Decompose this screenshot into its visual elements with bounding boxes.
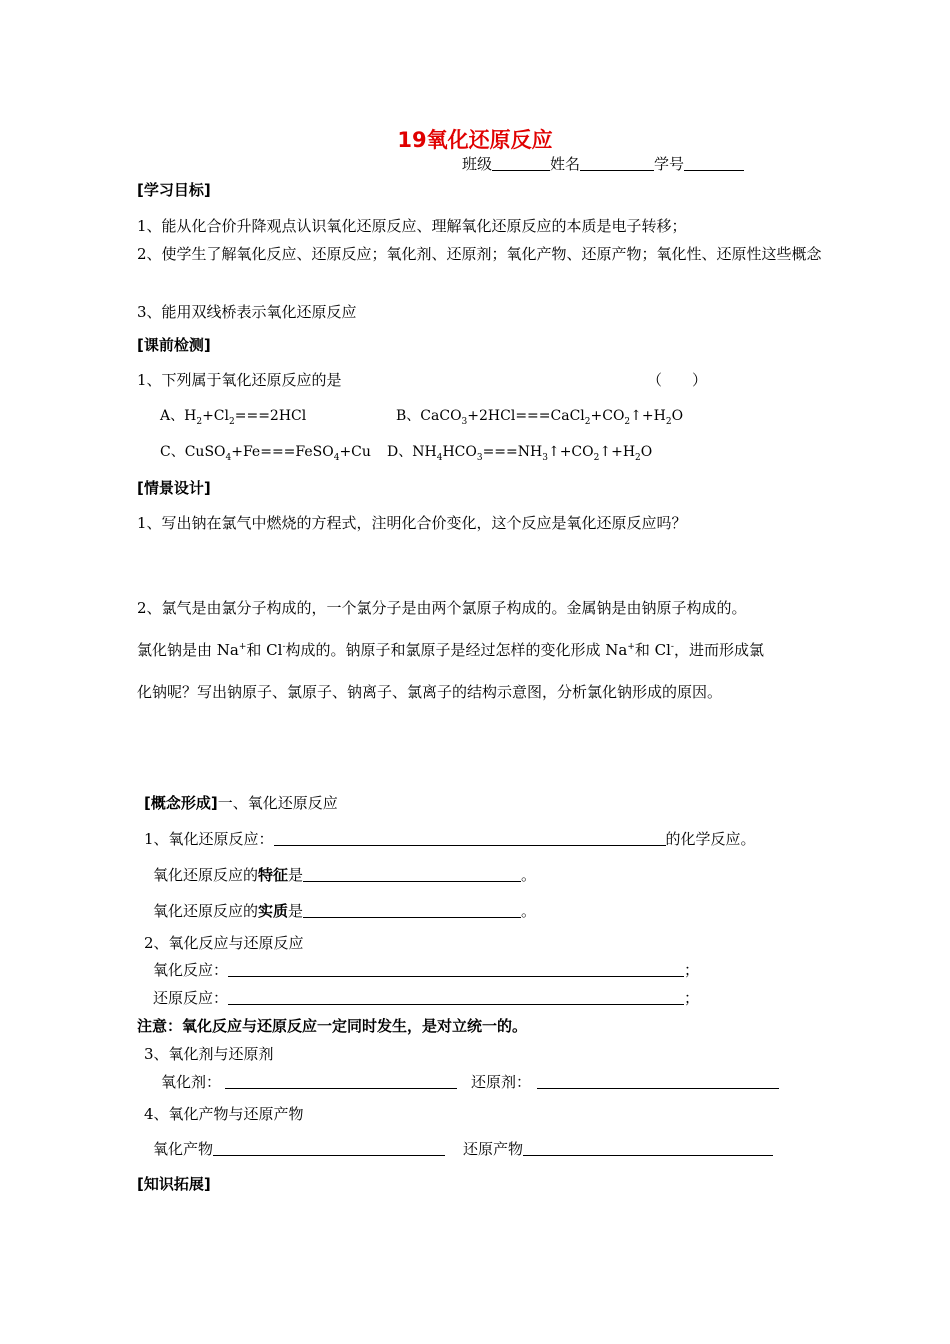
section-heading-extension: [知识拓展]	[137, 1175, 211, 1193]
reduction-blank[interactable]	[228, 989, 684, 1005]
reduction-line: 还原反应： ；	[153, 989, 700, 1007]
ox-product-blank[interactable]	[213, 1140, 445, 1156]
feature-line: 氧化还原反应的特征是 。	[153, 866, 537, 884]
scenario-question-2-line: 氯化钠是由 Na+和 Cl-构成的。钠原子和氯原子是经过怎样的变化形成 Na+和 Cl-，进而形成氯	[137, 641, 764, 659]
name-label: 姓名	[550, 155, 581, 173]
scenario-question-2-line: 2、氯气是由氯分子构成的，一个氯分子是由两个氯原子构成的。金属钠是由钠原子构成的。	[137, 599, 747, 617]
section-heading-scenario: [情景设计]	[137, 479, 211, 497]
concept-item-2: 2、氧化反应与还原反应	[144, 934, 304, 952]
scenario-question-1: 1、写出钠在氯气中燃烧的方程式，注明化合价变化，这个反应是氧化还原反应吗？	[137, 514, 687, 532]
id-blank[interactable]	[684, 155, 744, 171]
reductant-line: 还原剂：	[471, 1071, 779, 1092]
section-heading-concepts: [概念形成]一、氧化还原反应	[144, 794, 338, 812]
feature-blank[interactable]	[303, 866, 521, 882]
objective-item: 1、能从化合价升降观点认识氧化还原反应、理解氧化还原反应的本质是电子转移；	[137, 217, 687, 235]
definition-blank[interactable]	[274, 830, 666, 846]
concept-item-4: 4、氧化产物与还原产物	[144, 1105, 304, 1123]
note-text: 注意：氧化反应与还原反应一定同时发生，是对立统一的。	[137, 1017, 528, 1035]
objective-item: 3、能用双线桥表示氧化还原反应	[137, 303, 357, 321]
scenario-question-2-line: 化钠呢？写出钠原子、氯原子、钠离子、氯离子的结构示意图，分析氯化钠形成的原因。	[137, 683, 723, 701]
section-heading-precheck: [课前检测]	[137, 336, 211, 354]
objective-item: 2、使学生了解氧化反应、还原反应；氧化剂、还原剂；氧化产物、还原产物；氧化性、还原性这些概念	[137, 245, 822, 263]
red-product-line: 还原产物	[463, 1138, 773, 1159]
class-blank[interactable]	[492, 155, 550, 171]
id-label: 学号	[654, 155, 685, 173]
ox-product-line: 氧化产物	[153, 1138, 445, 1159]
essence-blank[interactable]	[303, 902, 521, 918]
section-heading-objectives: [学习目标]	[137, 181, 211, 199]
essence-line: 氧化还原反应的实质是 。	[153, 902, 537, 920]
oxidation-line: 氧化反应： ；	[153, 961, 700, 979]
concept-item-3: 3、氧化剂与还原剂	[144, 1045, 274, 1063]
name-blank[interactable]	[580, 155, 654, 171]
answer-bracket[interactable]: （ ）	[647, 371, 708, 389]
student-info-line	[462, 153, 744, 174]
oxidant-line: 氧化剂：	[161, 1071, 457, 1092]
page-title: 19氧化还原反应	[397, 128, 553, 152]
red-product-blank[interactable]	[523, 1140, 773, 1156]
choice-a[interactable]: A、$H_2+Cl_2===2HCl$	[160, 408, 307, 427]
oxidant-blank[interactable]	[225, 1073, 457, 1089]
oxidation-blank[interactable]	[228, 961, 684, 977]
choice-b[interactable]: B、$CaCO_3+2HCl===CaCl_2+CO_2↑+H_2O$	[396, 408, 684, 427]
choice-d[interactable]: D、$NH_4HCO_3===NH_3↑+CO_2↑+H_2O$	[387, 444, 653, 463]
reductant-blank[interactable]	[537, 1073, 779, 1089]
choice-c[interactable]: C、CuSO$_4$+Fe===FeSO$_4$+Cu	[160, 444, 371, 463]
class-label: 班级	[462, 155, 493, 173]
concept-item-1: 1、氧化还原反应： 的化学反应。	[144, 830, 756, 848]
precheck-question: 1、下列属于氧化还原反应的是	[137, 371, 342, 389]
